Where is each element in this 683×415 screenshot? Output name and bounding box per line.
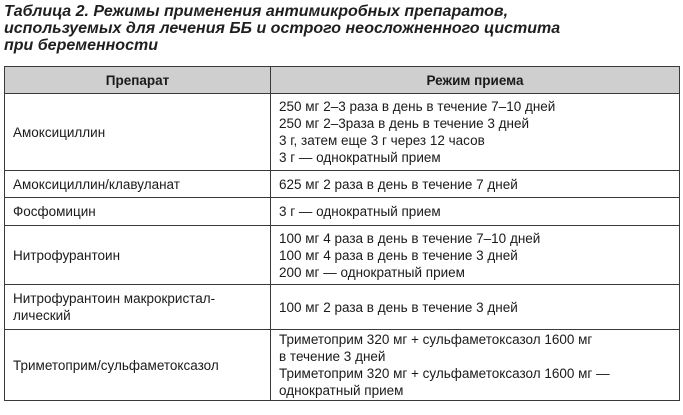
table-row [5,94,680,171]
regimen-line: в течение 3 дней [279,349,386,364]
table-row [5,226,680,285]
regimen-cell [271,94,680,171]
table-caption [4,3,679,54]
drug-name: Триметоприм/сульфаметоксазол [13,357,219,373]
regimen-line: 100 мг 4 раза в день в течение 7–10 дней [279,230,541,246]
regimen-line: 3 г — однократный прием [279,204,441,219]
drug-name: Нитрофурантоин [13,247,121,263]
regimen-line: 625 мг 2 раза в день в течение 7 дней [279,176,518,192]
regimen-table [4,66,680,401]
caption-line: используемых для лечения ББ и острого неосложненного цистита [4,20,561,37]
regimen-line: 3 г, затем еще 3 г через 12 часов [279,133,485,148]
regimen-line: однократный прием [279,383,404,398]
drug-cell [5,94,271,171]
drug-cell [5,171,271,198]
table-row [5,198,680,226]
drug-name: Амоксициллин/клавуланат [13,176,180,192]
drug-name: Амоксициллин [13,124,106,140]
drug-cell [5,198,271,226]
caption-line: Таблица 2. Режимы применения антимикробных препаратов, [4,3,509,20]
regimen-cell [271,285,680,330]
regimen-line: Триметоприм 320 мг + сульфаметоксазол 1600 мг [279,332,593,347]
drug-name: Нитрофурантоин макрокристал- [13,291,216,306]
header-regimen: Режим приема [271,67,680,94]
regimen-cell [271,226,680,285]
regimen-line: 100 мг 2 раза в день в течение 3 дней [279,299,518,315]
caption-line: при беременности [4,37,158,54]
regimen-line: 250 мг 2–3раза в день в течение 3 дней [279,116,530,131]
table-row [5,330,680,401]
regimen-line: 3 г — однократный прием [279,150,441,165]
regimen-line: 250 мг 2–3 раза в день в течение 7–10 дней [279,99,556,114]
regimen-cell [271,198,680,226]
header-drug: Препарат [5,67,271,94]
drug-name: лический [13,308,71,323]
regimen-cell [271,171,680,198]
regimen-line: 100 мг 4 раза в день в течение 3 дней [279,247,518,263]
regimen-line: 200 мг — однократный прием [279,264,465,280]
table-row [5,171,680,198]
regimen-line: Триметоприм 320 мг + сульфаметоксазол 1600 мг — [279,366,610,381]
drug-cell [5,330,271,401]
regimen-cell [271,330,680,401]
drug-name: Фосфомицин [13,204,96,219]
drug-cell [5,285,271,330]
drug-cell [5,226,271,285]
table-row [5,285,680,330]
table-header-row [5,67,680,94]
